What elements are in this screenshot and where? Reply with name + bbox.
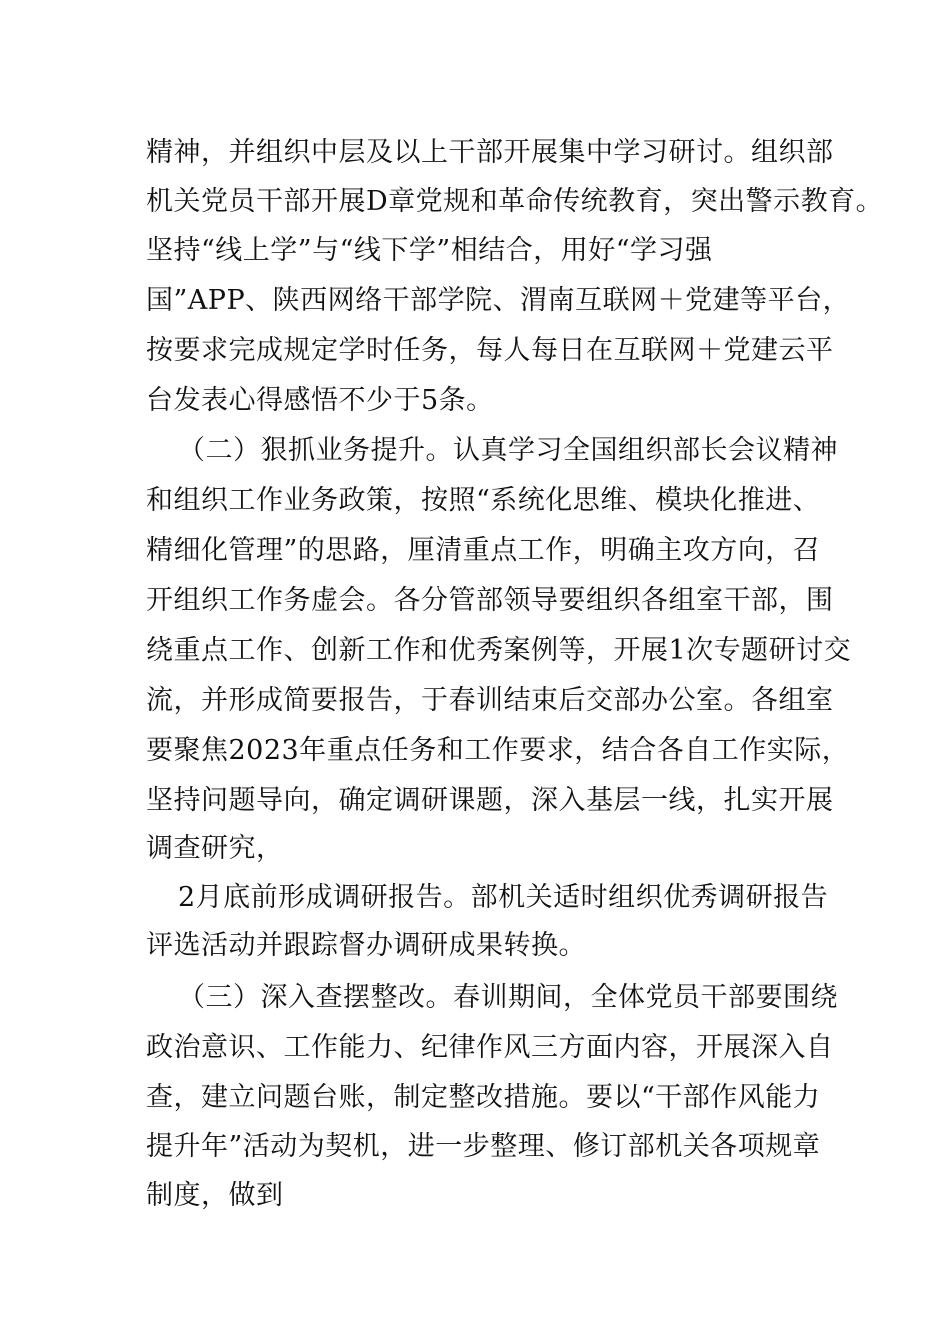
text-line-5: 按要求完成规定学时任务，每人每日在互联网＋党建云平 <box>146 335 834 366</box>
text-line-20: 查，建立问题台账，制定整改措施。要以“干部作风能力 <box>146 1082 821 1113</box>
text-line-19: 政治意识、工作能力、纪律作风三方面内容，开展深入自 <box>146 1032 834 1063</box>
text-line-21: 提升年”活动为契机，进一步整理、修订部机关各项规章 <box>146 1131 821 1162</box>
text-line-1: 精神，并组织中层及以上干部开展集中学习研讨。组织部 <box>146 137 834 168</box>
text-line-4: 国”APP、陕西网络干部学院、渭南互联网＋党建等平台， <box>146 285 851 316</box>
text-line-10: 开组织工作务虚会。各分管部领导要组织各组室干部，围 <box>146 585 834 616</box>
text-line-8: 和组织工作业务政策，按照“系统化思维、模块化推进、 <box>146 485 821 516</box>
text-line-13: 要聚焦2023年重点任务和工作要求，结合各自工作实际， <box>146 735 850 766</box>
text-line-17: 评选活动并跟踪督办调研成果转换。 <box>146 930 586 961</box>
text-line-2: 机关党员干部开展D章党规和革命传统教育，突出警示教育。 <box>146 186 884 217</box>
text-line-14: 坚持问题导向，确定调研课题，深入基层一线，扎实开展 <box>146 785 834 816</box>
section-heading-2: （二）狠抓业务提升。认真学习全国组织部长会议精神 <box>178 435 838 466</box>
text-line-16: 2月底前形成调研报告。部机关适时组织优秀调研报告 <box>178 882 829 913</box>
section-heading-3: （三）深入查摆整改。春训期间，全体党员干部要围绕 <box>178 982 838 1013</box>
text-line-11: 绕重点工作、创新工作和优秀案例等，开展1次专题研讨交 <box>146 635 852 666</box>
text-line-22: 制度，做到 <box>146 1180 284 1211</box>
text-line-3: 坚持“线上学”与“线下学”相结合，用好“学习强 <box>146 235 713 266</box>
text-line-12: 流，并形成简要报告，于春训结束后交部办公室。各组室 <box>146 685 834 716</box>
text-line-15: 调查研究， <box>146 833 284 864</box>
text-line-6: 台发表心得感悟不少于5条。 <box>146 385 494 416</box>
text-line-9: 精细化管理”的思路，厘清重点工作，明确主攻方向，召 <box>146 535 821 566</box>
